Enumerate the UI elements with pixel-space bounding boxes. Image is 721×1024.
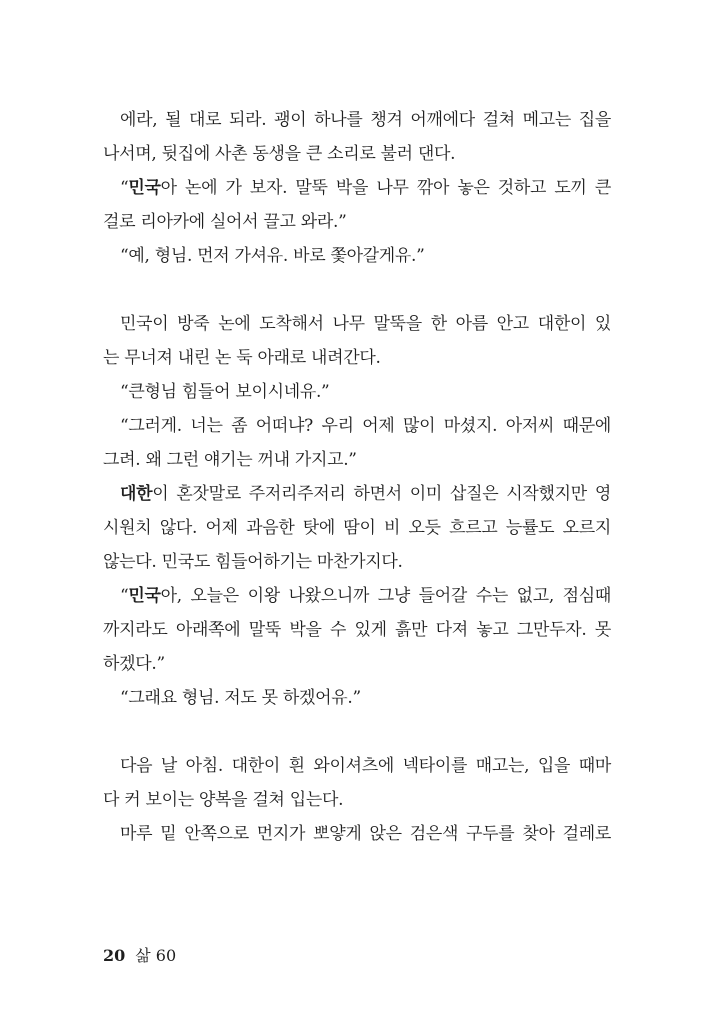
text-line	[103, 171, 611, 205]
text-fragment: 아 논에 가 보자. 말뚝 박을 나무 깎아 놓은 것하고 도끼 큰	[160, 178, 611, 198]
text-line: 걸로 리아카에 실어서 끌고 와라.”	[103, 212, 347, 232]
paragraph	[103, 103, 611, 171]
text-line: 는 무너져 내린 논 둑 아래로 내려간다.	[103, 348, 381, 368]
paragraph	[103, 749, 611, 817]
section-gap	[103, 273, 611, 307]
text-line: 다 커 보이는 양복을 걸쳐 입는다.	[103, 790, 344, 810]
text-fragment: 아, 오늘은 이왕 나왔으니까 그냥 들어갈 수는 없고, 점심때	[160, 586, 611, 606]
quote-mark: “	[120, 178, 129, 198]
text-line: 다음 날 아침. 대한이 흰 와이셔츠에 넥타이를 매고는, 입을 때마	[120, 756, 611, 776]
text-line: “큰형님 힘들어 보이시네유.”	[120, 382, 330, 402]
text-line: 에라, 될 대로 되라. 괭이 하나를 챙겨 어깨에다 걸쳐 메고는 집을	[120, 110, 611, 130]
paragraph	[103, 239, 611, 273]
quote-mark: “	[120, 586, 129, 606]
paragraph	[103, 307, 611, 375]
text-line: 하겠다.”	[103, 654, 165, 674]
text-line: 민국이 방죽 논에 도착해서 나무 말뚝을 한 아름 안고 대한이 있	[120, 314, 611, 334]
paragraph	[103, 477, 611, 579]
character-name: 대한	[120, 484, 153, 504]
paragraph	[103, 817, 611, 851]
paragraph	[103, 681, 611, 715]
text-line: 시원치 않다. 어제 과음한 탓에 땀이 비 오듯 흐르고 능률도 오르지	[103, 518, 611, 538]
text-fragment: 이 혼잣말로 주저리주저리 하면서 이미 삽질은 시작했지만 영	[152, 484, 611, 504]
section-gap	[103, 715, 611, 749]
body-text	[103, 103, 611, 851]
character-name: 민국	[128, 586, 161, 606]
page-footer	[103, 946, 176, 966]
page-number: 20	[103, 946, 126, 965]
paragraph	[103, 375, 611, 409]
running-title: 삶 60	[135, 946, 177, 965]
text-line: 까지라도 아래쪽에 말뚝 박을 수 있게 흙만 다져 놓고 그만두자. 못	[103, 620, 611, 640]
text-line: 않는다. 민국도 힘들어하기는 마찬가지다.	[103, 552, 403, 572]
text-line: “그러게. 너는 좀 어떠냐? 우리 어제 많이 마셨지. 아저씨 때문에	[120, 416, 611, 436]
text-line: 나서며, 뒷집에 사촌 동생을 큰 소리로 불러 댄다.	[103, 144, 456, 164]
paragraph	[103, 579, 611, 681]
text-line: “예, 형님. 먼저 가셔유. 바로 쫓아갈게유.”	[120, 246, 425, 266]
text-line	[103, 579, 611, 613]
character-name: 민국	[128, 178, 161, 198]
paragraph	[103, 171, 611, 239]
text-line: “그래요 형님. 저도 못 하겠어유.”	[120, 688, 361, 708]
text-line: 그려. 왜 그런 얘기는 꺼내 가지고.”	[103, 450, 357, 470]
text-line: 마루 밑 안쪽으로 먼지가 뽀얗게 앉은 검은색 구두를 찾아 걸레로	[120, 824, 611, 844]
text-line	[103, 477, 611, 511]
paragraph	[103, 409, 611, 477]
